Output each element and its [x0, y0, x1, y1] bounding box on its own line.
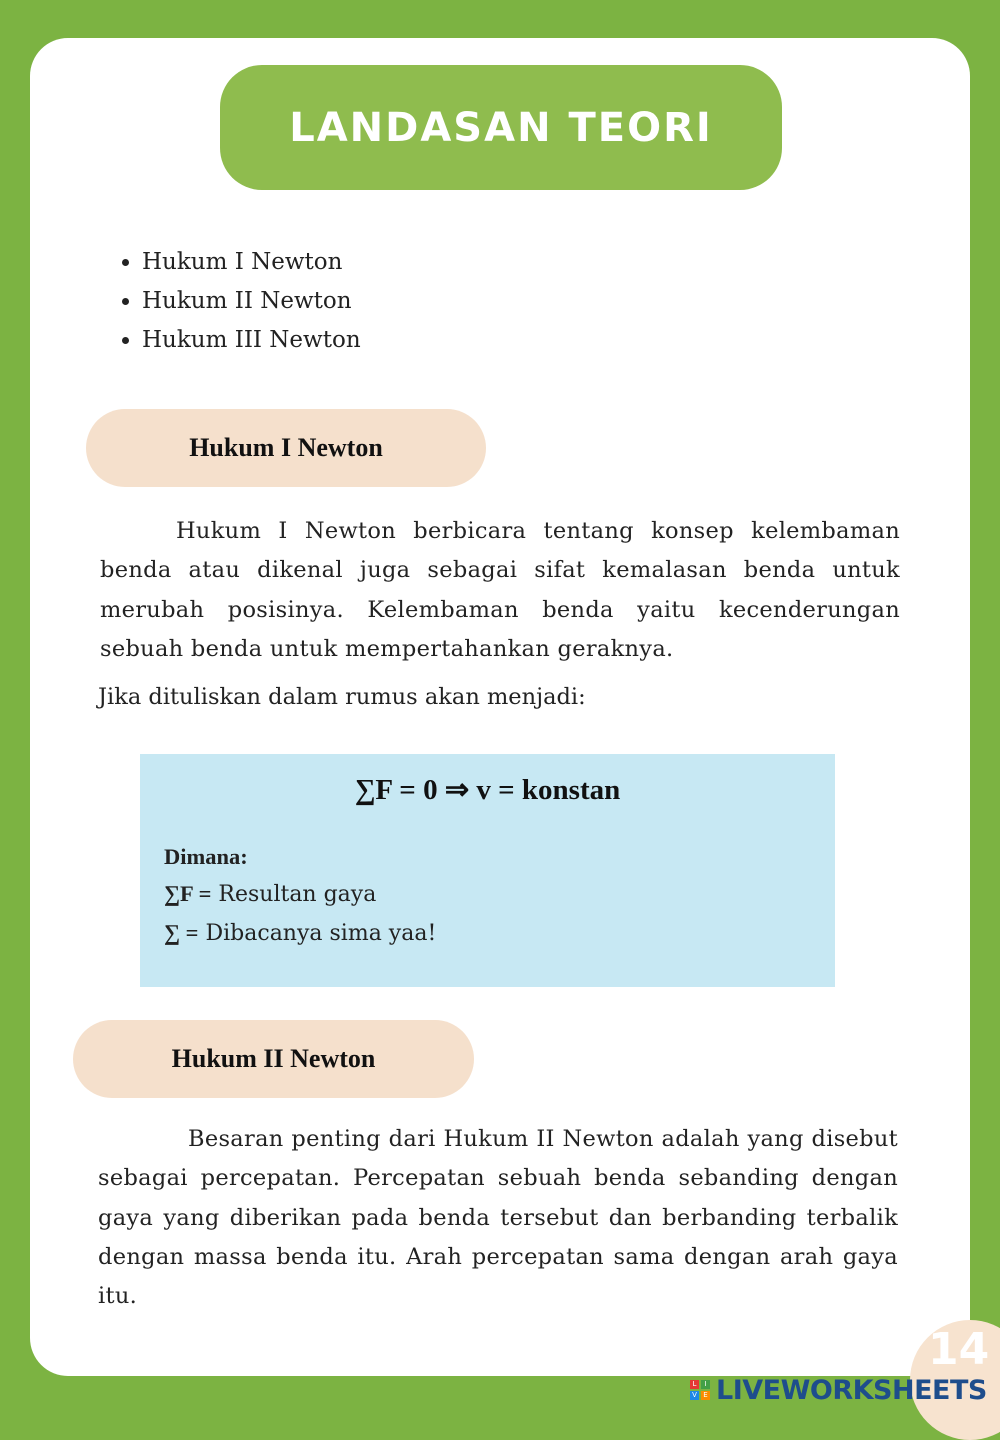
topic-list [120, 243, 361, 360]
definition-text: Resultan gaya [211, 882, 377, 907]
formula-box [140, 754, 835, 987]
section1-paragraph: Hukum I Newton berbicara tentang konsep kelembaman benda atau dikenal juga sebagai sifat kemalasan benda untuk merubah posisinya. Kelembaman benda yaitu kecenderungan sebuah benda untuk mempertahankan geraknya. [100, 518, 900, 662]
page-card [30, 38, 970, 1376]
section2-paragraph: Besaran penting dari Hukum II Newton adalah yang disebut sebagai percepatan. Percepatan sebuah benda sebanding dengan gaya yang diberikan pada benda tersebut dan berbanding terbalik dengan massa benda itu. Arah percepatan sama dengan arah gaya itu. [98, 1126, 898, 1310]
watermark-text: LIVEWORKSHEETS [716, 1374, 987, 1406]
dimana-label: Dimana: [164, 844, 248, 869]
formula-intro: Jika dituliskan dalam rumus akan menjadi: [98, 684, 586, 710]
page-title: LANDASAN TEORI [220, 65, 782, 190]
definition-text: Dibacanya sima yaa! [198, 921, 437, 946]
liveworksheets-logo-icon: L I V E [690, 1380, 710, 1400]
topic-item: • Hukum II Newton [142, 282, 361, 321]
liveworksheets-watermark [690, 1374, 987, 1406]
definition-symbol: ∑F = [164, 881, 212, 906]
page-number: 14 [928, 1324, 990, 1375]
section-heading-hukum-1: Hukum I Newton [86, 409, 486, 487]
topic-item: • Hukum I Newton [142, 243, 361, 282]
definition-row [164, 920, 436, 946]
definition-row [164, 881, 376, 907]
topic-item: • Hukum III Newton [142, 321, 361, 360]
section-heading-hukum-2: Hukum II Newton [73, 1020, 474, 1098]
definition-symbol: ∑ = [164, 920, 199, 945]
formula: ∑F = 0 ⇒ v = konstan [354, 774, 621, 806]
